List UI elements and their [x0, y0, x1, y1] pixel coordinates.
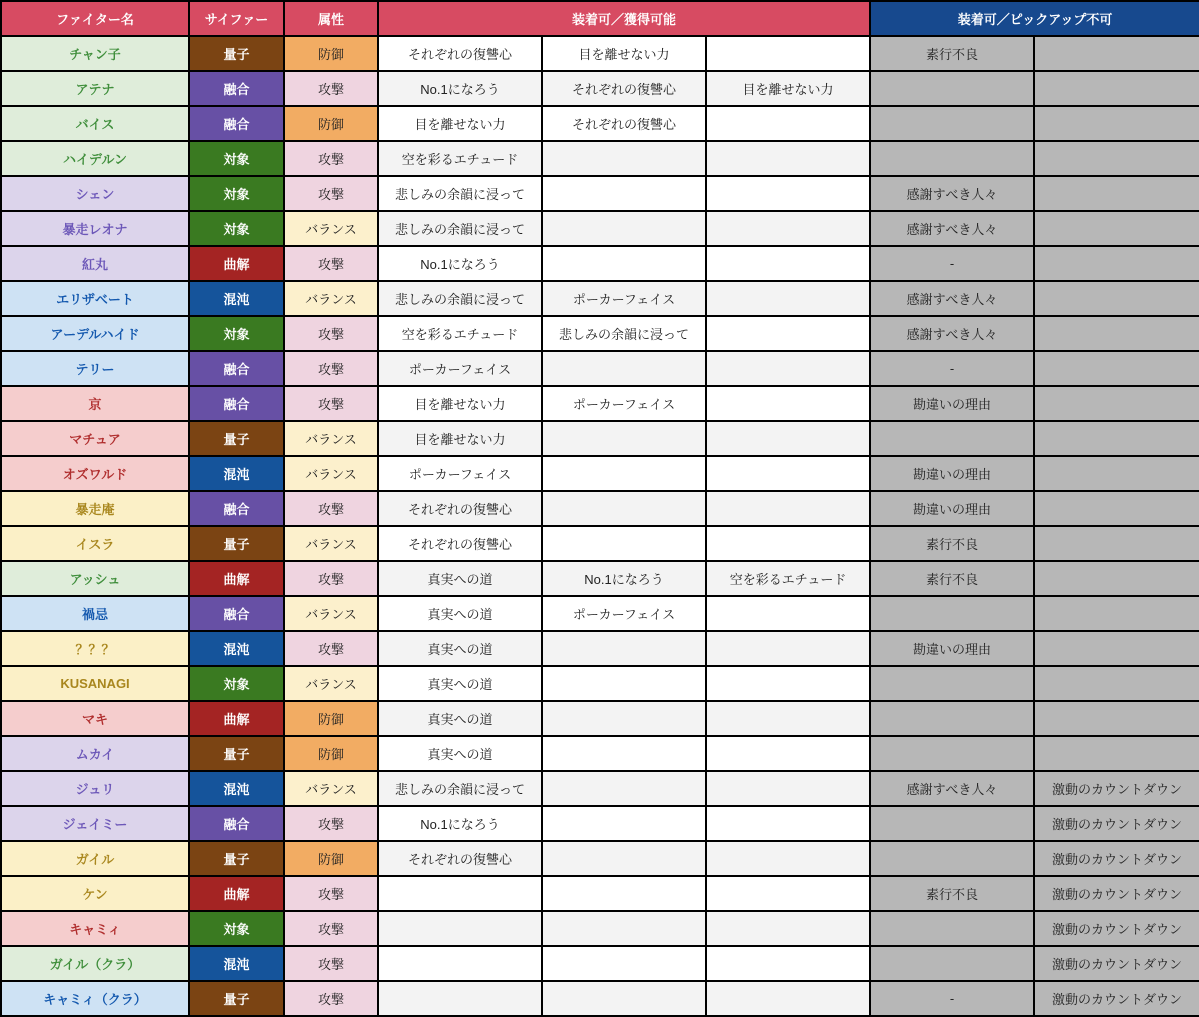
obtainable-cell-1: 悲しみの余韻に浸って [378, 771, 542, 806]
obtainable-cell-3 [706, 631, 870, 666]
header-no-pickup: 装着可／ピックアップ不可 [870, 1, 1199, 36]
obtainable-cell-3 [706, 771, 870, 806]
no-pickup-cell-2 [1034, 176, 1199, 211]
no-pickup-cell-2: 激動のカウントダウン [1034, 981, 1199, 1016]
attribute-cell: 防御 [284, 701, 378, 736]
no-pickup-cell-1: 素行不良 [870, 526, 1034, 561]
no-pickup-cell-1 [870, 421, 1034, 456]
obtainable-cell-2: ポーカーフェイス [542, 281, 706, 316]
fighter-row [1, 736, 1199, 771]
attribute-cell: 攻撃 [284, 806, 378, 841]
cypher-cell: 対象 [189, 211, 284, 246]
fighter-name-cell: 京 [1, 386, 189, 421]
fighter-name-cell: 暴走庵 [1, 491, 189, 526]
cypher-cell: 量子 [189, 526, 284, 561]
fighter-row [1, 876, 1199, 911]
no-pickup-cell-2 [1034, 281, 1199, 316]
obtainable-cell-3: 空を彩るエチュード [706, 561, 870, 596]
cypher-cell: 混沌 [189, 281, 284, 316]
fighter-row [1, 141, 1199, 176]
obtainable-cell-1: ポーカーフェイス [378, 351, 542, 386]
cypher-cell: 対象 [189, 176, 284, 211]
obtainable-cell-1: No.1になろう [378, 71, 542, 106]
no-pickup-cell-2 [1034, 456, 1199, 491]
no-pickup-cell-2 [1034, 316, 1199, 351]
obtainable-cell-1: 真実への道 [378, 631, 542, 666]
obtainable-cell-2: No.1になろう [542, 561, 706, 596]
obtainable-cell-1: 目を離せない力 [378, 106, 542, 141]
obtainable-cell-1: 目を離せない力 [378, 386, 542, 421]
fighter-name-cell: ガイル（クラ） [1, 946, 189, 981]
obtainable-cell-1: 悲しみの余韻に浸って [378, 281, 542, 316]
no-pickup-cell-1 [870, 666, 1034, 701]
fighter-row [1, 631, 1199, 666]
cypher-cell: 融合 [189, 386, 284, 421]
obtainable-cell-1: 真実への道 [378, 596, 542, 631]
header-attribute: 属性 [284, 1, 378, 36]
fighter-row [1, 106, 1199, 141]
fighter-name-cell: ジュリ [1, 771, 189, 806]
obtainable-cell-2 [542, 176, 706, 211]
attribute-cell: 攻撃 [284, 386, 378, 421]
no-pickup-cell-1 [870, 141, 1034, 176]
obtainable-cell-2 [542, 736, 706, 771]
cypher-cell: 量子 [189, 36, 284, 71]
attribute-cell: バランス [284, 596, 378, 631]
obtainable-cell-1: それぞれの復讐心 [378, 36, 542, 71]
fighter-name-cell: KUSANAGI [1, 666, 189, 701]
no-pickup-cell-1: - [870, 351, 1034, 386]
attribute-cell: 攻撃 [284, 176, 378, 211]
fighter-name-cell: シェン [1, 176, 189, 211]
obtainable-cell-1: それぞれの復讐心 [378, 526, 542, 561]
fighter-name-cell: チャン子 [1, 36, 189, 71]
cypher-cell: 対象 [189, 911, 284, 946]
fighter-name-cell: ガイル [1, 841, 189, 876]
attribute-cell: 防御 [284, 36, 378, 71]
cypher-cell: 量子 [189, 421, 284, 456]
fighter-row [1, 596, 1199, 631]
no-pickup-cell-2: 激動のカウントダウン [1034, 946, 1199, 981]
no-pickup-cell-2 [1034, 561, 1199, 596]
no-pickup-cell-1: 感謝すべき人々 [870, 281, 1034, 316]
no-pickup-cell-2 [1034, 421, 1199, 456]
obtainable-cell-1: それぞれの復讐心 [378, 841, 542, 876]
cypher-cell: 曲解 [189, 561, 284, 596]
obtainable-cell-3 [706, 736, 870, 771]
obtainable-cell-2: ポーカーフェイス [542, 596, 706, 631]
attribute-cell: バランス [284, 771, 378, 806]
fighter-row [1, 421, 1199, 456]
fighter-name-cell: バイス [1, 106, 189, 141]
fighter-row [1, 911, 1199, 946]
fighter-row [1, 176, 1199, 211]
obtainable-cell-3 [706, 176, 870, 211]
obtainable-cell-2 [542, 421, 706, 456]
attribute-cell: バランス [284, 526, 378, 561]
obtainable-cell-3 [706, 911, 870, 946]
obtainable-cell-1: 空を彩るエチュード [378, 316, 542, 351]
obtainable-cell-3 [706, 141, 870, 176]
obtainable-cell-2 [542, 911, 706, 946]
obtainable-cell-3 [706, 351, 870, 386]
attribute-cell: 攻撃 [284, 491, 378, 526]
obtainable-cell-2 [542, 211, 706, 246]
attribute-cell: 攻撃 [284, 71, 378, 106]
attribute-cell: 攻撃 [284, 946, 378, 981]
cypher-cell: 対象 [189, 141, 284, 176]
attribute-cell: 防御 [284, 841, 378, 876]
no-pickup-cell-1: 勘違いの理由 [870, 491, 1034, 526]
fighter-name-cell: ハイデルン [1, 141, 189, 176]
obtainable-cell-3 [706, 806, 870, 841]
obtainable-cell-3 [706, 981, 870, 1016]
fighter-row [1, 806, 1199, 841]
no-pickup-cell-2: 激動のカウントダウン [1034, 911, 1199, 946]
fighter-name-cell: ジェイミー [1, 806, 189, 841]
fighter-name-cell: 暴走レオナ [1, 211, 189, 246]
attribute-cell: 攻撃 [284, 911, 378, 946]
fighter-name-cell: エリザベート [1, 281, 189, 316]
no-pickup-cell-2 [1034, 596, 1199, 631]
header-fighter-name: ファイター名 [1, 1, 189, 36]
no-pickup-cell-1 [870, 841, 1034, 876]
fighter-row [1, 771, 1199, 806]
cypher-cell: 混沌 [189, 631, 284, 666]
obtainable-cell-2 [542, 666, 706, 701]
obtainable-cell-1 [378, 876, 542, 911]
obtainable-cell-3 [706, 946, 870, 981]
fighter-row [1, 281, 1199, 316]
cypher-cell: 曲解 [189, 701, 284, 736]
no-pickup-cell-2 [1034, 491, 1199, 526]
fighter-name-cell: ？？？ [1, 631, 189, 666]
obtainable-cell-3 [706, 876, 870, 911]
obtainable-cell-1: 真実への道 [378, 666, 542, 701]
fighter-row [1, 666, 1199, 701]
no-pickup-cell-2 [1034, 106, 1199, 141]
attribute-cell: 攻撃 [284, 351, 378, 386]
obtainable-cell-2 [542, 246, 706, 281]
cypher-cell: 曲解 [189, 246, 284, 281]
fighter-name-cell: マチュア [1, 421, 189, 456]
fighter-row [1, 946, 1199, 981]
obtainable-cell-2 [542, 981, 706, 1016]
no-pickup-cell-1: 感謝すべき人々 [870, 176, 1034, 211]
fighter-row [1, 351, 1199, 386]
obtainable-cell-2: それぞれの復讐心 [542, 106, 706, 141]
cypher-cell: 融合 [189, 351, 284, 386]
no-pickup-cell-1: 勘違いの理由 [870, 386, 1034, 421]
fighter-row [1, 36, 1199, 71]
no-pickup-cell-1 [870, 596, 1034, 631]
obtainable-cell-1: 真実への道 [378, 701, 542, 736]
attribute-cell: 攻撃 [284, 981, 378, 1016]
obtainable-cell-1 [378, 981, 542, 1016]
attribute-cell: 攻撃 [284, 141, 378, 176]
no-pickup-cell-1: 勘違いの理由 [870, 631, 1034, 666]
no-pickup-cell-2: 激動のカウントダウン [1034, 806, 1199, 841]
obtainable-cell-3 [706, 491, 870, 526]
cypher-cell: 融合 [189, 491, 284, 526]
obtainable-cell-2 [542, 701, 706, 736]
fighter-row [1, 491, 1199, 526]
no-pickup-cell-1 [870, 736, 1034, 771]
no-pickup-cell-2 [1034, 36, 1199, 71]
fighter-row [1, 246, 1199, 281]
obtainable-cell-1 [378, 911, 542, 946]
attribute-cell: 攻撃 [284, 316, 378, 351]
obtainable-cell-1 [378, 946, 542, 981]
obtainable-cell-1: No.1になろう [378, 806, 542, 841]
no-pickup-cell-2 [1034, 736, 1199, 771]
fighter-name-cell: ムカイ [1, 736, 189, 771]
no-pickup-cell-1 [870, 911, 1034, 946]
no-pickup-cell-1: 素行不良 [870, 36, 1034, 71]
obtainable-cell-2 [542, 806, 706, 841]
obtainable-cell-3 [706, 841, 870, 876]
obtainable-cell-2: ポーカーフェイス [542, 386, 706, 421]
cypher-cell: 混沌 [189, 946, 284, 981]
obtainable-cell-1: 悲しみの余韻に浸って [378, 176, 542, 211]
cypher-cell: 量子 [189, 841, 284, 876]
cypher-cell: 曲解 [189, 876, 284, 911]
obtainable-cell-3 [706, 421, 870, 456]
cypher-cell: 混沌 [189, 771, 284, 806]
no-pickup-cell-2 [1034, 141, 1199, 176]
attribute-cell: 防御 [284, 106, 378, 141]
attribute-cell: 攻撃 [284, 246, 378, 281]
obtainable-cell-2 [542, 526, 706, 561]
attribute-cell: バランス [284, 421, 378, 456]
obtainable-cell-1: 空を彩るエチュード [378, 141, 542, 176]
obtainable-cell-1: それぞれの復讐心 [378, 491, 542, 526]
obtainable-cell-3: 目を離せない力 [706, 71, 870, 106]
obtainable-cell-2: 目を離せない力 [542, 36, 706, 71]
no-pickup-cell-2: 激動のカウントダウン [1034, 771, 1199, 806]
attribute-cell: 攻撃 [284, 631, 378, 666]
obtainable-cell-2 [542, 351, 706, 386]
fighter-row [1, 981, 1199, 1016]
obtainable-cell-3 [706, 701, 870, 736]
fighter-row [1, 316, 1199, 351]
no-pickup-cell-1 [870, 946, 1034, 981]
obtainable-cell-3 [706, 386, 870, 421]
fighter-name-cell: 禍忌 [1, 596, 189, 631]
fighter-name-cell: マキ [1, 701, 189, 736]
obtainable-cell-2: 悲しみの余韻に浸って [542, 316, 706, 351]
header-row [1, 1, 1199, 36]
cypher-cell: 融合 [189, 806, 284, 841]
no-pickup-cell-1: - [870, 246, 1034, 281]
obtainable-cell-3 [706, 36, 870, 71]
no-pickup-cell-2 [1034, 526, 1199, 561]
no-pickup-cell-2: 激動のカウントダウン [1034, 876, 1199, 911]
no-pickup-cell-2 [1034, 701, 1199, 736]
obtainable-cell-2 [542, 876, 706, 911]
obtainable-cell-1: 目を離せない力 [378, 421, 542, 456]
no-pickup-cell-1 [870, 701, 1034, 736]
obtainable-cell-3 [706, 456, 870, 491]
fighter-name-cell: 紅丸 [1, 246, 189, 281]
no-pickup-cell-2 [1034, 666, 1199, 701]
obtainable-cell-3 [706, 596, 870, 631]
attribute-cell: 攻撃 [284, 561, 378, 596]
fighter-row [1, 71, 1199, 106]
fighter-name-cell: アッシュ [1, 561, 189, 596]
no-pickup-cell-1: 勘違いの理由 [870, 456, 1034, 491]
cypher-cell: 量子 [189, 736, 284, 771]
attribute-cell: バランス [284, 281, 378, 316]
fighter-row [1, 701, 1199, 736]
fighter-row [1, 386, 1199, 421]
no-pickup-cell-1 [870, 806, 1034, 841]
no-pickup-cell-2 [1034, 351, 1199, 386]
no-pickup-cell-2 [1034, 71, 1199, 106]
fighter-row [1, 211, 1199, 246]
obtainable-cell-2 [542, 456, 706, 491]
fighter-row [1, 561, 1199, 596]
no-pickup-cell-1 [870, 71, 1034, 106]
obtainable-cell-2 [542, 631, 706, 666]
obtainable-cell-2 [542, 491, 706, 526]
obtainable-cell-3 [706, 666, 870, 701]
obtainable-cell-3 [706, 526, 870, 561]
cypher-cell: 対象 [189, 666, 284, 701]
attribute-cell: バランス [284, 666, 378, 701]
obtainable-cell-2: それぞれの復讐心 [542, 71, 706, 106]
no-pickup-cell-1: 素行不良 [870, 561, 1034, 596]
fighter-name-cell: オズワルド [1, 456, 189, 491]
attribute-cell: バランス [284, 456, 378, 491]
attribute-cell: 防御 [284, 736, 378, 771]
obtainable-cell-3 [706, 211, 870, 246]
obtainable-cell-3 [706, 281, 870, 316]
no-pickup-cell-1: - [870, 981, 1034, 1016]
fighter-row [1, 526, 1199, 561]
no-pickup-cell-1: 感謝すべき人々 [870, 316, 1034, 351]
fighter-name-cell: アーデルハイド [1, 316, 189, 351]
fighter-row [1, 841, 1199, 876]
no-pickup-cell-2 [1034, 246, 1199, 281]
obtainable-cell-3 [706, 246, 870, 281]
no-pickup-cell-2: 激動のカウントダウン [1034, 841, 1199, 876]
cypher-cell: 融合 [189, 71, 284, 106]
obtainable-cell-1: 悲しみの余韻に浸って [378, 211, 542, 246]
no-pickup-cell-1: 素行不良 [870, 876, 1034, 911]
no-pickup-cell-2 [1034, 631, 1199, 666]
cypher-cell: 融合 [189, 106, 284, 141]
attribute-cell: 攻撃 [284, 876, 378, 911]
obtainable-cell-3 [706, 106, 870, 141]
obtainable-cell-2 [542, 841, 706, 876]
obtainable-cell-2 [542, 141, 706, 176]
attribute-cell: バランス [284, 211, 378, 246]
no-pickup-cell-2 [1034, 386, 1199, 421]
cypher-cell: 対象 [189, 316, 284, 351]
header-obtainable: 装着可／獲得可能 [378, 1, 870, 36]
cypher-cell: 量子 [189, 981, 284, 1016]
header-cypher: サイファー [189, 1, 284, 36]
no-pickup-cell-2 [1034, 211, 1199, 246]
fighter-name-cell: ケン [1, 876, 189, 911]
obtainable-cell-1: ポーカーフェイス [378, 456, 542, 491]
obtainable-cell-2 [542, 946, 706, 981]
cypher-cell: 混沌 [189, 456, 284, 491]
obtainable-cell-3 [706, 316, 870, 351]
obtainable-cell-2 [542, 771, 706, 806]
fighter-name-cell: イスラ [1, 526, 189, 561]
no-pickup-cell-1: 感謝すべき人々 [870, 771, 1034, 806]
obtainable-cell-1: 真実への道 [378, 561, 542, 596]
fighter-name-cell: テリー [1, 351, 189, 386]
fighter-name-cell: キャミィ [1, 911, 189, 946]
obtainable-cell-1: No.1になろう [378, 246, 542, 281]
obtainable-cell-1: 真実への道 [378, 736, 542, 771]
fighter-name-cell: アテナ [1, 71, 189, 106]
cypher-cell: 融合 [189, 596, 284, 631]
fighter-name-cell: キャミィ（クラ） [1, 981, 189, 1016]
no-pickup-cell-1: 感謝すべき人々 [870, 211, 1034, 246]
fighter-row [1, 456, 1199, 491]
no-pickup-cell-1 [870, 106, 1034, 141]
